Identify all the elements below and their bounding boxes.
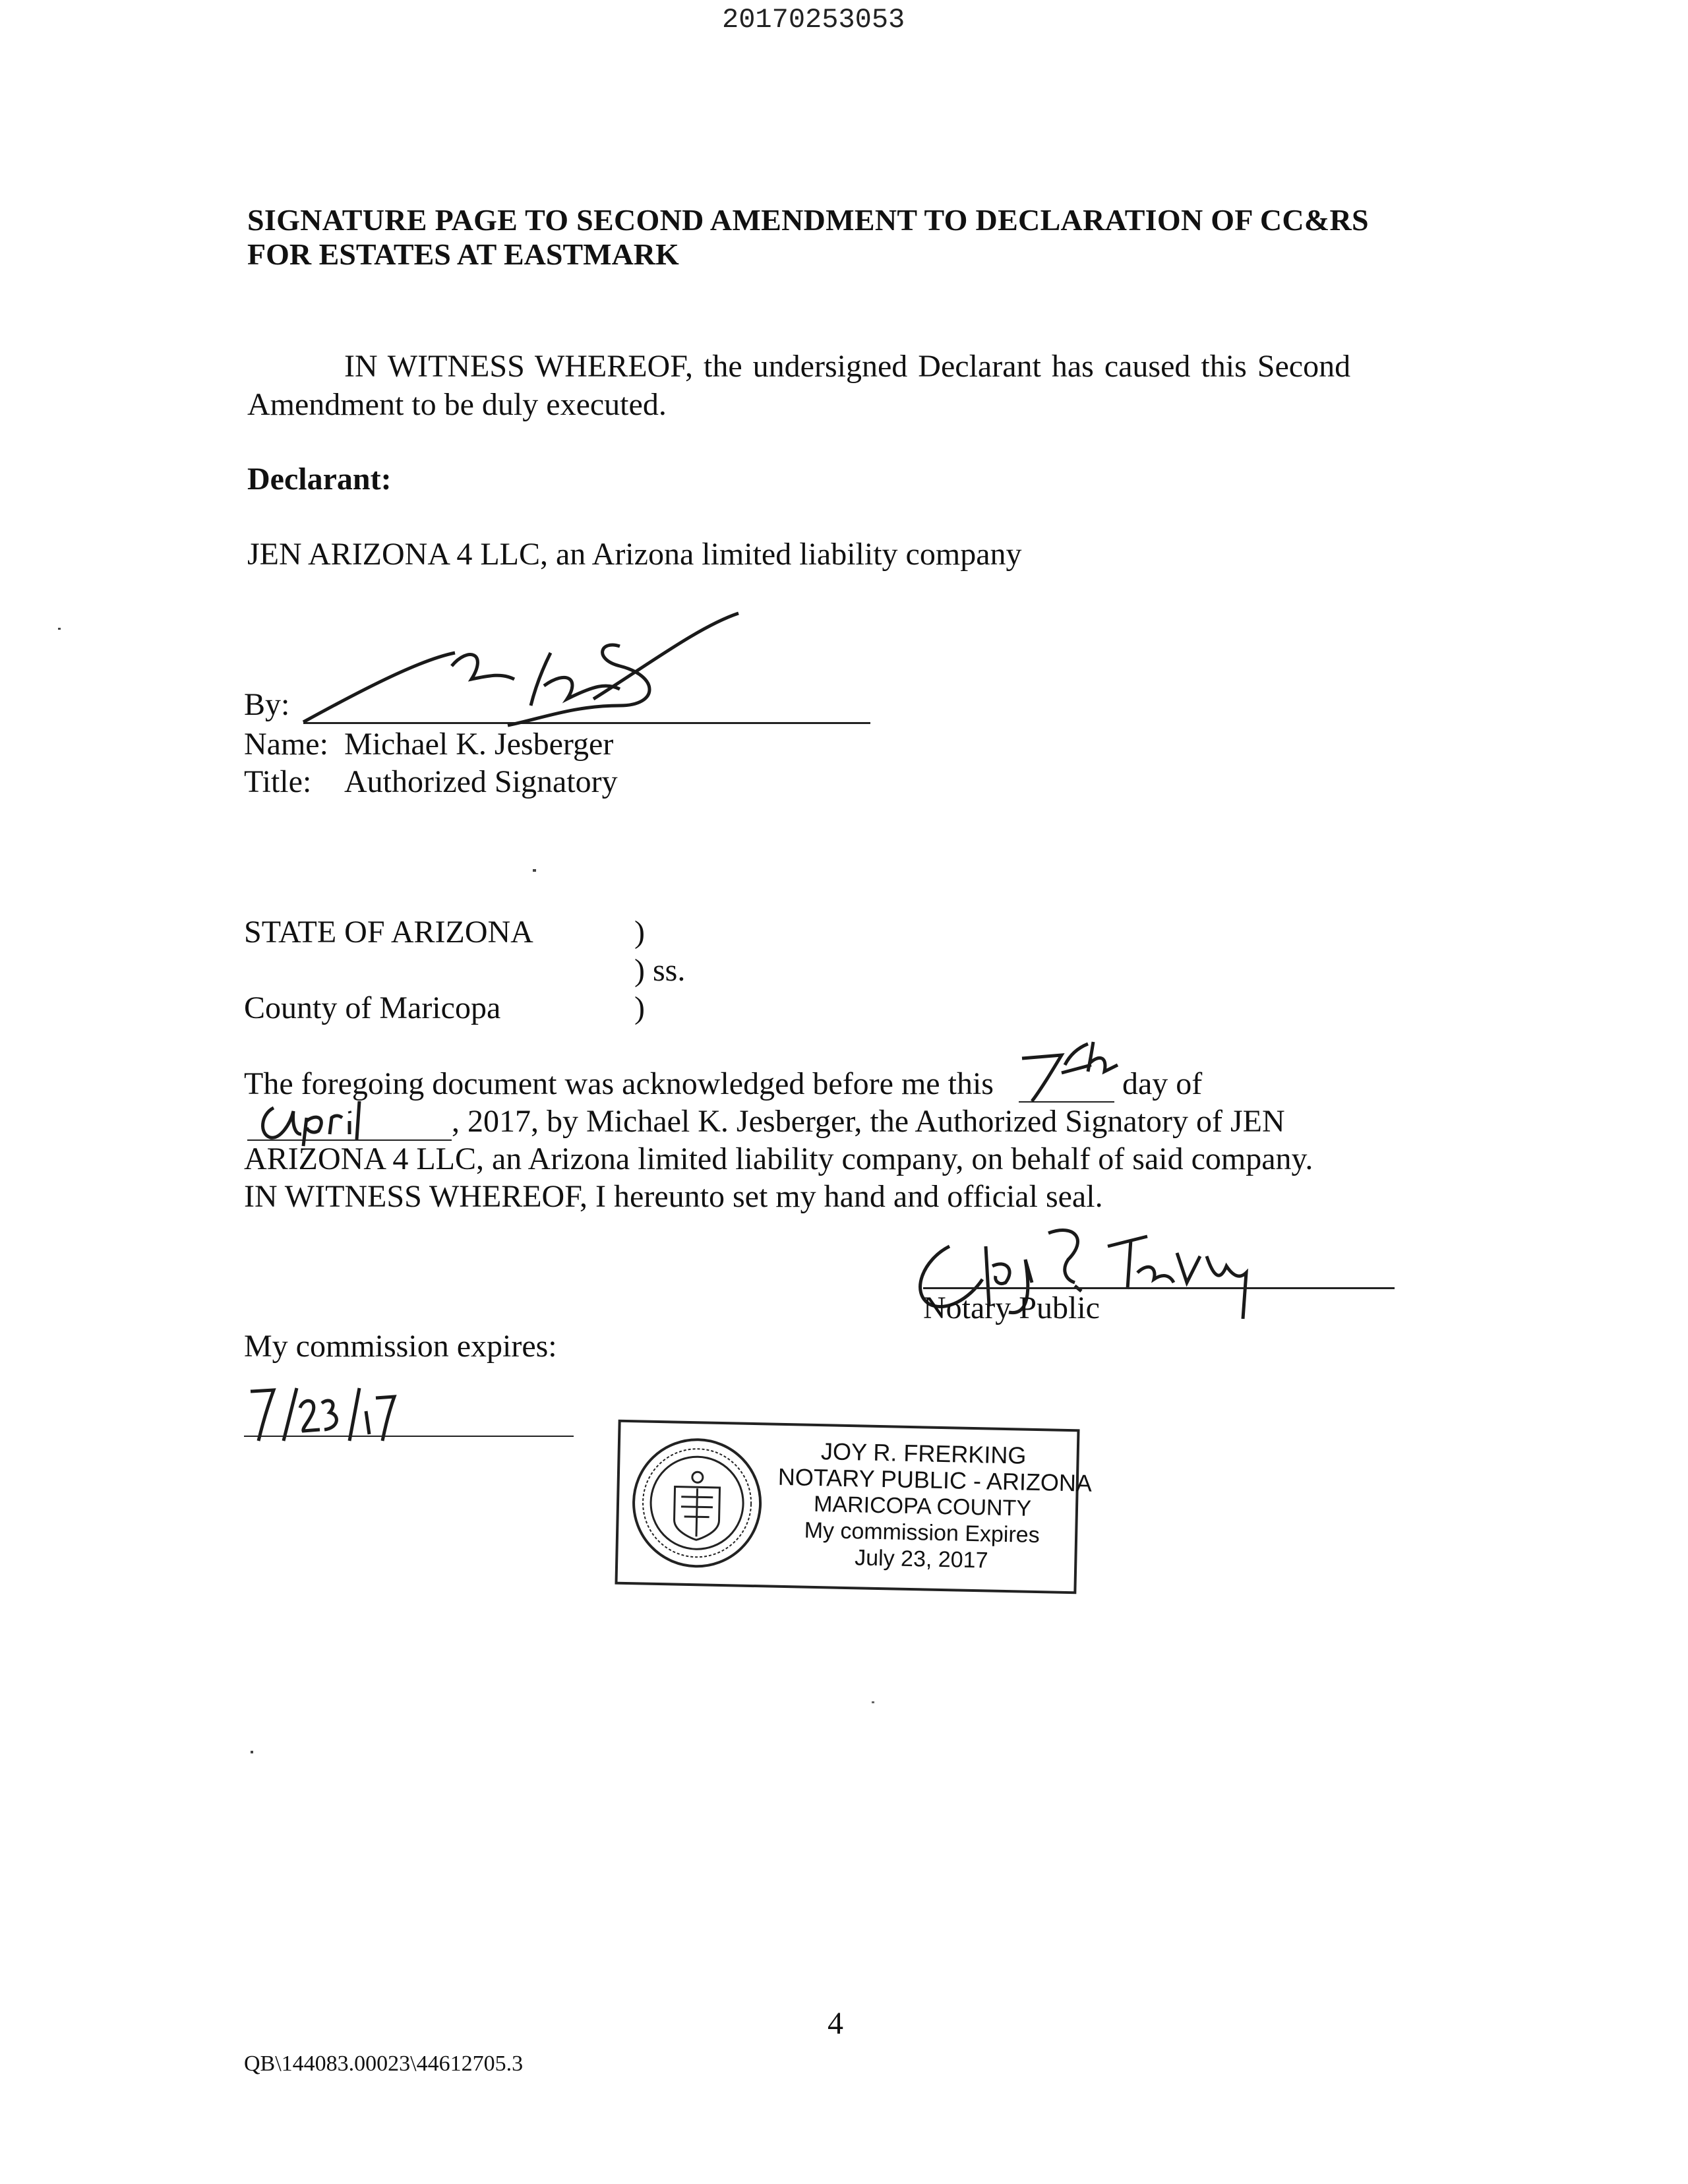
document-heading-line1: SIGNATURE PAGE TO SECOND AMENDMENT TO DECLARATION OF CC&RS [247, 203, 1369, 237]
day-handwritten [1015, 1039, 1128, 1105]
notary-stamp [615, 1420, 1093, 1594]
stamp-notary-name: JOY R. FRERKING [820, 1438, 1027, 1469]
venue-county: County of Maricopa [244, 990, 501, 1025]
title-label: Title: [244, 764, 312, 799]
scan-speck [872, 1701, 874, 1703]
signer-name: Michael K. Jesberger [344, 727, 614, 762]
signer-title: Authorized Signatory [344, 764, 618, 799]
document-id: QB\144083.00023\44612705.3 [244, 2051, 524, 2076]
by-label: By: [244, 687, 290, 722]
venue-state: STATE OF ARIZONA [244, 915, 533, 950]
commission-expires-label: My commission expires: [244, 1329, 557, 1364]
notary-public-label: Notary Public [923, 1290, 1100, 1325]
stamp-expires-label: My commission Expires [804, 1517, 1040, 1548]
witness-paragraph-line2: Amendment to be duly executed. [247, 387, 667, 422]
scan-speck [58, 628, 61, 630]
scan-speck [533, 869, 536, 872]
name-label: Name: [244, 727, 328, 762]
acknowledgment-line3: ARIZONA 4 LLC, an Arizona limited liability company, on behalf of said company. [244, 1141, 1313, 1176]
stamp-notary-title: NOTARY PUBLIC - ARIZONA [777, 1463, 1093, 1497]
venue-paren-1: ) [634, 915, 645, 950]
scan-speck [251, 1751, 253, 1753]
company-line: JEN ARIZONA 4 LLC, an Arizona limited liability company [247, 537, 1022, 572]
venue-paren-3: ) [634, 990, 645, 1025]
stamp-expires-date: July 23, 2017 [854, 1545, 988, 1573]
acknowledgment-line2: , 2017, by Michael K. Jesberger, the Authorized Signatory of JEN [452, 1104, 1285, 1139]
notary-seal [631, 1437, 763, 1569]
page-number: 4 [828, 2006, 843, 2041]
venue-ss: ) ss. [634, 953, 686, 988]
declarant-label: Declarant: [247, 462, 392, 497]
month-handwritten [254, 1095, 373, 1147]
acknowledgment-line1: The foregoing document was acknowledged before me this [244, 1066, 994, 1101]
declarant-signature [290, 607, 765, 739]
witness-paragraph-line1: IN WITNESS WHEREOF, the undersigned Declarant has caused this Second [344, 349, 1351, 384]
commission-date-line [244, 1436, 574, 1437]
recording-number: 20170253053 [722, 4, 905, 36]
document-heading-line2: FOR ESTATES AT EASTMARK [247, 237, 679, 271]
acknowledgment-line4: IN WITNESS WHEREOF, I hereunto set my hand and official seal. [244, 1179, 1103, 1214]
acknowledgment-day-of: day of [1122, 1066, 1203, 1101]
stamp-county: MARICOPA COUNTY [813, 1491, 1032, 1521]
